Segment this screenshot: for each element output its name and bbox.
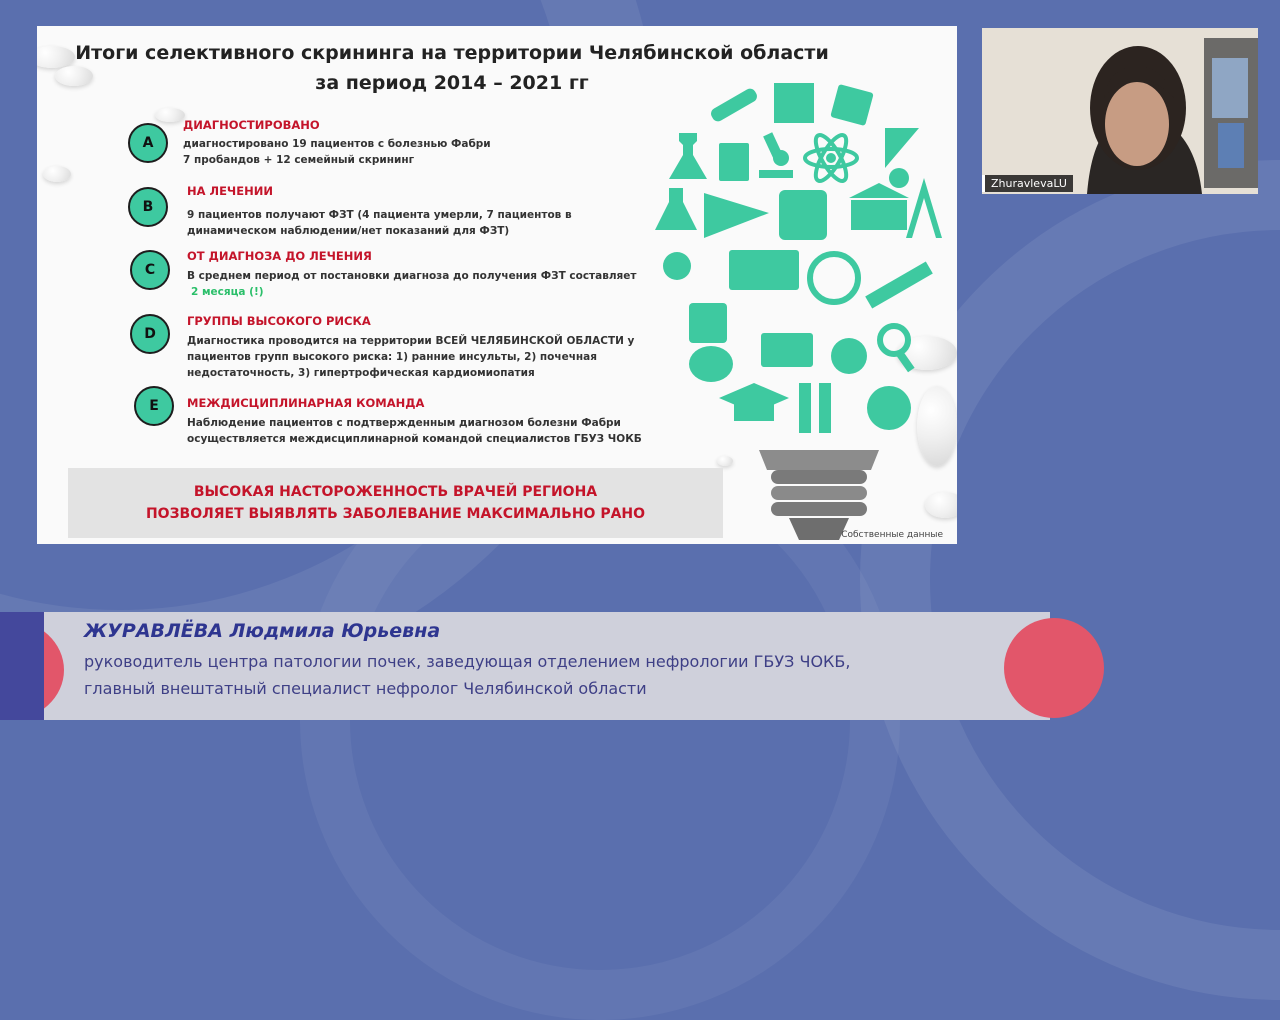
- decorative-circle: [1004, 618, 1104, 718]
- chalkboard-icon: [729, 250, 799, 290]
- speaker-role-line2: главный внештатный специалист нефролог Челябинской области: [84, 679, 647, 698]
- magnifier-icon: [880, 326, 915, 372]
- palette-icon: [689, 346, 733, 382]
- item-line: диагностировано 19 пациентов с болезнью Фабри: [183, 138, 491, 150]
- building-icon: [849, 183, 909, 230]
- globe-icon: [867, 386, 911, 430]
- item-line: динамическом наблюдении/нет показаний для ФЗТ): [187, 225, 510, 237]
- badge-c: C: [130, 250, 170, 290]
- badge-a: A: [128, 123, 168, 163]
- graduation-cap-icon: [719, 383, 789, 421]
- lightbulb-icon: [663, 252, 691, 280]
- item-line: пациентов групп высокого риска: 1) ранние инсульты, 2) почечная: [187, 351, 597, 363]
- item-heading: ГРУППЫ ВЫСОКОГО РИСКА: [187, 314, 371, 328]
- badge-d: D: [130, 314, 170, 354]
- shared-slide: [37, 26, 957, 544]
- book-icon: [774, 83, 814, 123]
- lightbulb-illustration: [649, 78, 949, 544]
- ruler-icon: [865, 261, 933, 308]
- item-heading: МЕЖДИСЦИПЛИНАРНАЯ КОМАНДА: [187, 396, 425, 410]
- callout-box: [68, 468, 723, 538]
- badge-b: B: [128, 187, 168, 227]
- pencil-icon: [799, 383, 831, 433]
- participant-name-label: ZhuravlevaLU: [982, 175, 1073, 192]
- item-line: Наблюдение пациентов с подтвержденным диагнозом болезни Фабри: [187, 417, 621, 429]
- microscope-icon: [759, 132, 793, 178]
- speaker-name: ЖУРАВЛЁВА Людмила Юрьевна: [84, 620, 441, 642]
- apple-icon: [831, 338, 867, 374]
- item-body: [187, 415, 642, 447]
- clock-icon: [810, 254, 858, 302]
- ruler-icon: [885, 128, 919, 168]
- monitor-icon: [761, 333, 813, 367]
- bus-icon: [779, 190, 827, 240]
- item-body: [183, 136, 491, 168]
- item-heading: ОТ ДИАГНОЗА ДО ЛЕЧЕНИЯ: [187, 249, 372, 263]
- flask-icon: [669, 133, 707, 179]
- pennant-icon: [704, 193, 769, 238]
- slide-title-line2: за период 2014 – 2021 гг: [315, 72, 589, 94]
- lower-third: [0, 612, 1050, 720]
- water-drop: [155, 108, 185, 122]
- item-line: 9 пациентов получают ФЗТ (4 пациента умерли, 7 пациентов в: [187, 209, 572, 221]
- callout-line1: ВЫСОКАЯ НАСТОРОЖЕННОСТЬ ВРАЧЕЙ РЕГИОНА: [193, 484, 598, 500]
- decorative-bar: [0, 612, 44, 720]
- item-line: Диагностика проводится на территории ВСЕЙ ЧЕЛЯБИНСКОЙ ОБЛАСТИ у: [187, 335, 635, 347]
- lightbulb-icon: [889, 168, 909, 188]
- slide-title-line1: Итоги селективного скрининга на территории Челябинской области: [75, 42, 829, 64]
- compass-icon: [906, 178, 942, 238]
- speaker-role-line1: руководитель центра патологии почек, заведующая отделением нефрологии ГБУЗ ЧОКБ,: [84, 652, 851, 671]
- item-body: [187, 207, 572, 239]
- calculator-icon: [689, 303, 727, 343]
- participant-video: [982, 28, 1258, 194]
- water-drop: [43, 166, 71, 182]
- item-line: 7 пробандов + 12 семейный скрининг: [183, 154, 415, 166]
- item-body: [187, 333, 634, 381]
- item-heading: НА ЛЕЧЕНИИ: [187, 184, 273, 198]
- atom-icon: [805, 131, 857, 185]
- item-line: осуществляется междисциплинарной командой специалистов ГБУЗ ЧОКБ: [187, 433, 642, 445]
- book-icon: [719, 143, 749, 181]
- notepad-icon: [830, 84, 874, 126]
- item-line: недостаточность, 3) гипертрофическая кардиомиопатия: [187, 367, 535, 379]
- webcam-tile[interactable]: [982, 28, 1258, 194]
- source-note: Собственные данные: [841, 530, 943, 540]
- item-heading: ДИАГНОСТИРОВАНО: [183, 118, 320, 132]
- item-line: В среднем период от постановки диагноза до получения ФЗТ составляет: [187, 270, 637, 282]
- callout-line2: ПОЗВОЛЯЕТ ВЫЯВЛЯТЬ ЗАБОЛЕВАНИЕ МАКСИМАЛЬНО РАНО: [145, 506, 646, 522]
- flask-icon: [655, 188, 697, 230]
- badge-e: E: [134, 386, 174, 426]
- item-highlight: 2 месяца (!): [191, 286, 264, 298]
- item-body: [187, 268, 637, 300]
- test-tube-icon: [709, 86, 759, 123]
- lightbulb-base: [759, 450, 879, 540]
